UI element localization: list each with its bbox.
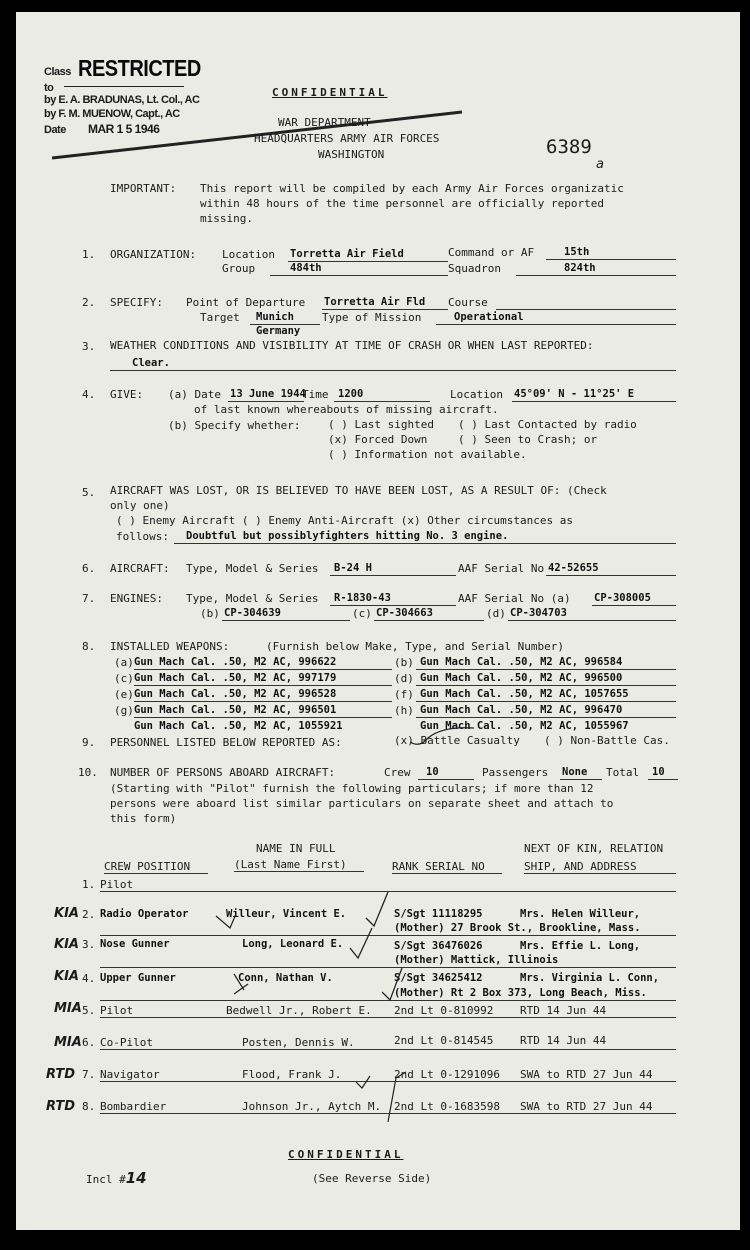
s7-b-label: (b) [200,607,220,620]
s2-course-label: Course [448,296,488,309]
handwritten-check-marks-icon [206,872,426,1122]
weapon-entry: Gun Mach Cal. .50, M2 AC, 996500 [420,672,623,684]
row-name: Bedwell Jr., Robert E. [226,1004,372,1017]
weapon-label: (h) [394,704,414,717]
s1-location-label: Location [222,248,275,261]
row-number: 8. [82,1100,96,1113]
s7-serial-c: CP-304663 [376,607,433,619]
s8-note: (Furnish below Make, Type, and Serial Number) [266,640,565,653]
s9-opt-battle: (x) Battle Casualty [394,734,520,747]
weapon-entry: Gun Mach Cal. .50, M2 AC, 997179 [134,672,337,684]
row-status-handwritten: RTD [46,1099,76,1114]
s7-serial-label: AAF Serial No (a) [458,592,571,605]
stamp-to-prefix: to [44,82,54,94]
row-status-handwritten: RTD [46,1067,76,1082]
weapon-entry: Gun Mach Cal. .50, M2 AC, 996470 [420,704,623,716]
weapon-entry: Gun Mach Cal. .50, M2 AC, 996622 [134,656,337,668]
s4-opt-last-sighted: ( ) Last sighted [328,418,434,431]
s7-d-label: (d) [486,607,506,620]
s3-label: WEATHER CONDITIONS AND VISIBILITY AT TIME OF CRASH OR WHEN LAST REPORTED: [110,339,594,352]
s4-date-label: (a) Date [168,388,221,401]
s8-number: 8. [82,640,96,653]
row-name: Willeur, Vincent E. [226,908,347,920]
restricted-stamp: RESTRICTED [78,56,201,82]
row-status-handwritten: KIA [54,969,79,984]
s10-line4: this form) [110,812,177,825]
s9-label: PERSONNEL LISTED BELOW REPORTED AS: [110,736,342,749]
s7-c-label: (c) [352,607,372,620]
row-status-handwritten: KIA [54,937,79,952]
s2-target-country: Germany [256,325,301,337]
s10-crew-label: Crew [384,766,411,779]
row-kin: Mrs. Virginia L. Conn, [520,972,660,984]
s1-location: Torretta Air Field [290,248,404,260]
s4-specify-label: (b) Specify whether: [168,419,301,432]
row-position: Nose Gunner [100,938,170,950]
row-name: Conn, Nathan V. [238,972,333,984]
s4-location-label: Location [450,388,503,401]
s10-number: 10. [78,766,98,779]
s1-squadron: 824th [564,262,596,274]
s2-mission: Operational [454,311,524,323]
row-status-handwritten: MIA [54,1001,82,1016]
weapon-label: (d) [394,672,414,685]
row-number: 3. [82,938,96,951]
row-kin: RTD 14 Jun 44 [520,1034,607,1047]
weapon-label: (g) [114,704,134,717]
row-rank: S/Sgt 34625412 [394,972,483,984]
row-status-handwritten: MIA [54,1035,82,1050]
doc-number: 6389 [546,136,592,158]
row-name: Johnson Jr., Aytch M. [242,1100,382,1113]
s6-serial-label: AAF Serial No [458,562,545,575]
s10-line3: persons were aboard list similar particulars on separate sheet and attach to [110,797,614,810]
s4-time-label: Time [302,388,329,401]
s2-departure-label: Point of Departure [186,296,306,309]
s1-squadron-label: Squadron [448,262,501,275]
classification-bottom: CONFIDENTIAL [288,1148,404,1161]
col-rank: RANK SERIAL NO [392,860,485,873]
s1-group-label: Group [222,262,256,275]
row-rank: 2nd Lt 0-1683598 [394,1100,500,1113]
s1-command-label: Command or AF [448,246,535,259]
s7-serial-d: CP-304703 [510,607,567,619]
important-line2: within 48 hours of the time personnel are officially reported [200,197,604,210]
s5-line1: AIRCRAFT WAS LOST, OR IS BELIEVED TO HAVE BEEN LOST, AS A RESULT OF: (Check [110,484,607,497]
s8-label: INSTALLED WEAPONS: [110,640,230,653]
weapon-entry: Gun Mach Cal. .50, M2 AC, 996501 [134,704,337,716]
s10-passengers: None [562,766,588,778]
row-number: 7. [82,1068,96,1081]
s10-total-label: Total [606,766,640,779]
important-label: IMPORTANT: [110,182,177,195]
header-department: WAR DEPARTMENT [278,116,371,129]
row-name: Flood, Frank J. [242,1068,342,1081]
row-position: Pilot [100,878,134,891]
s4-opt-last-contacted: ( ) Last Contacted by radio [458,418,637,431]
row-number: 1. [82,878,96,891]
row-kin: SWA to RTD 27 Jun 44 [520,1100,653,1113]
row-rank: 2nd Lt 0-814545 [394,1034,494,1047]
s5-line2: only one) [110,499,170,512]
s7-serial-b: CP-304639 [224,607,281,619]
row-kin-address: (Mother) Rt 2 Box 373, Long Beach, Miss. [394,987,647,999]
s2-number: 2. [82,296,96,309]
header-city: WASHINGTON [318,148,385,161]
weapon-entry: Gun Mach Cal. .50, M2 AC, 996528 [134,688,337,700]
s6-type-label: Type, Model & Series [186,562,319,575]
s4-location: 45°09' N - 11°25' E [514,388,635,400]
row-position: Navigator [100,1068,160,1081]
row-status-handwritten: KIA [54,906,79,921]
doc-number-suffix: a [596,157,604,172]
col-name-1: NAME IN FULL [256,842,336,855]
row-position: Bombardier [100,1100,167,1113]
s2-target: Munich [256,311,294,323]
s7-label: ENGINES: [110,592,163,605]
inclosure-number: Incl #14 [86,1169,147,1187]
row-rank: S/Sgt 36476026 [394,940,483,952]
stamp-date-label: Date [44,124,66,136]
s3-number: 3. [82,340,96,353]
row-number: 5. [82,1004,96,1017]
row-rank: 2nd Lt 0-810992 [394,1004,494,1017]
row-number: 6. [82,1036,96,1049]
weapon-label: (b) [394,656,414,669]
s4-opt-not-available: ( ) Information not available. [328,448,527,461]
s10-label: NUMBER OF PERSONS ABOARD AIRCRAFT: [110,766,336,779]
s4-location-note: of last known whereabouts of missing aircraft. [194,403,499,416]
s7-type: R-1830-43 [334,592,391,604]
row-kin-address: (Mother) 27 Brook St., Brookline, Mass. [394,922,641,934]
row-kin-address: (Mother) Mattick, Illinois [394,954,559,966]
s1-number: 1. [82,248,96,261]
report-page [16,12,740,1230]
row-number: 4. [82,972,96,985]
s3-value: Clear. [132,357,170,369]
row-kin: RTD 14 Jun 44 [520,1004,607,1017]
s5-follows-label: follows: [116,530,169,543]
s5-number: 5. [82,486,96,499]
row-position: Radio Operator [100,908,189,920]
header-hq: HEADQUARTERS ARMY AIR FORCES [254,132,440,145]
s7-serial-a: CP-308005 [594,592,651,604]
stamp-line-bradunas: by E. A. BRADUNAS, Lt. Col., AC [44,94,200,106]
s10-passengers-label: Passengers [482,766,549,779]
col-kin-1: NEXT OF KIN, RELATION [524,842,664,855]
s9-number: 9. [82,736,96,749]
col-kin-2: SHIP, AND ADDRESS [524,860,637,873]
s4-opt-seen-crash: ( ) Seen to Crash; or [458,433,598,446]
row-name: Posten, Dennis W. [242,1036,355,1049]
weapon-entry: Gun Mach Cal. .50, M2 AC, 996584 [420,656,623,668]
weapon-entry: Gun Mach Cal. .50, M2 AC, 1057655 [420,688,629,700]
col-name-2: (Last Name First) [234,858,347,871]
s1-command: 15th [564,246,590,258]
row-kin: Mrs. Effie L. Long, [520,940,641,952]
classification-top: CONFIDENTIAL [272,86,388,99]
row-number: 2. [82,908,96,921]
important-line1: This report will be compiled by each Army Air Forces organizatic [200,182,624,195]
row-kin: SWA to RTD 27 Jun 44 [520,1068,653,1081]
check-mark-icon [408,724,478,748]
stamp-class-prefix: Class [44,66,71,78]
row-kin: Mrs. Helen Willeur, [520,908,641,920]
row-rank: 2nd Lt 0-1291096 [394,1068,500,1081]
weapon-label: (c) [114,672,134,685]
s7-number: 7. [82,592,96,605]
weapon-entry: Gun Mach Cal. .50, M2 AC, 1055921 [134,720,343,732]
s2-label: SPECIFY: [110,296,163,309]
weapon-entry: Gun Mach Cal. .50, M2 AC, 1055967 [420,720,629,732]
s10-crew: 10 [426,766,439,778]
s2-departure: Torretta Air Fld [324,296,426,308]
s2-mission-label: Type of Mission [322,311,422,324]
row-position: Pilot [100,1004,134,1017]
s6-number: 6. [82,562,96,575]
important-line3: missing. [200,212,253,225]
s10-total: 10 [652,766,665,778]
s4-opt-forced-down: (x) Forced Down [328,433,428,446]
s7-type-label: Type, Model & Series [186,592,319,605]
s4-label: GIVE: [110,388,144,401]
row-rank: S/Sgt 11118295 [394,908,483,920]
row-name: Long, Leonard E. [242,938,344,950]
s5-value: Doubtful but possiblyfighters hitting No. 3 engine. [186,530,509,542]
s4-time: 1200 [338,388,364,400]
s4-date: 13 June 1944 [230,388,306,400]
s1-group: 484th [290,262,322,274]
stamp-date: MAR 1 5 1946 [88,122,160,136]
row-position: Co-Pilot [100,1036,153,1049]
weapon-label: (f) [394,688,414,701]
s2-target-label: Target [200,311,240,324]
reverse-side-note: (See Reverse Side) [312,1172,432,1185]
s6-type: B-24 H [334,562,372,574]
row-position: Upper Gunner [100,972,176,984]
s1-label: ORGANIZATION: [110,248,197,261]
col-position: CREW POSITION [104,860,191,873]
s6-label: AIRCRAFT: [110,562,170,575]
s4-number: 4. [82,388,96,401]
s5-line3: ( ) Enemy Aircraft ( ) Enemy Anti-Aircraft (x) Other circumstances as [116,514,573,527]
weapon-label: (e) [114,688,134,701]
s9-opt-non-battle: ( ) Non-Battle Cas. [544,734,670,747]
s10-line2: (Starting with "Pilot" furnish the following particulars; if more than 12 [110,782,594,795]
stamp-line-muenow: by F. M. MUENOW, Capt., AC [44,108,180,120]
weapon-label: (a) [114,656,134,669]
s6-serial: 42-52655 [548,562,599,574]
